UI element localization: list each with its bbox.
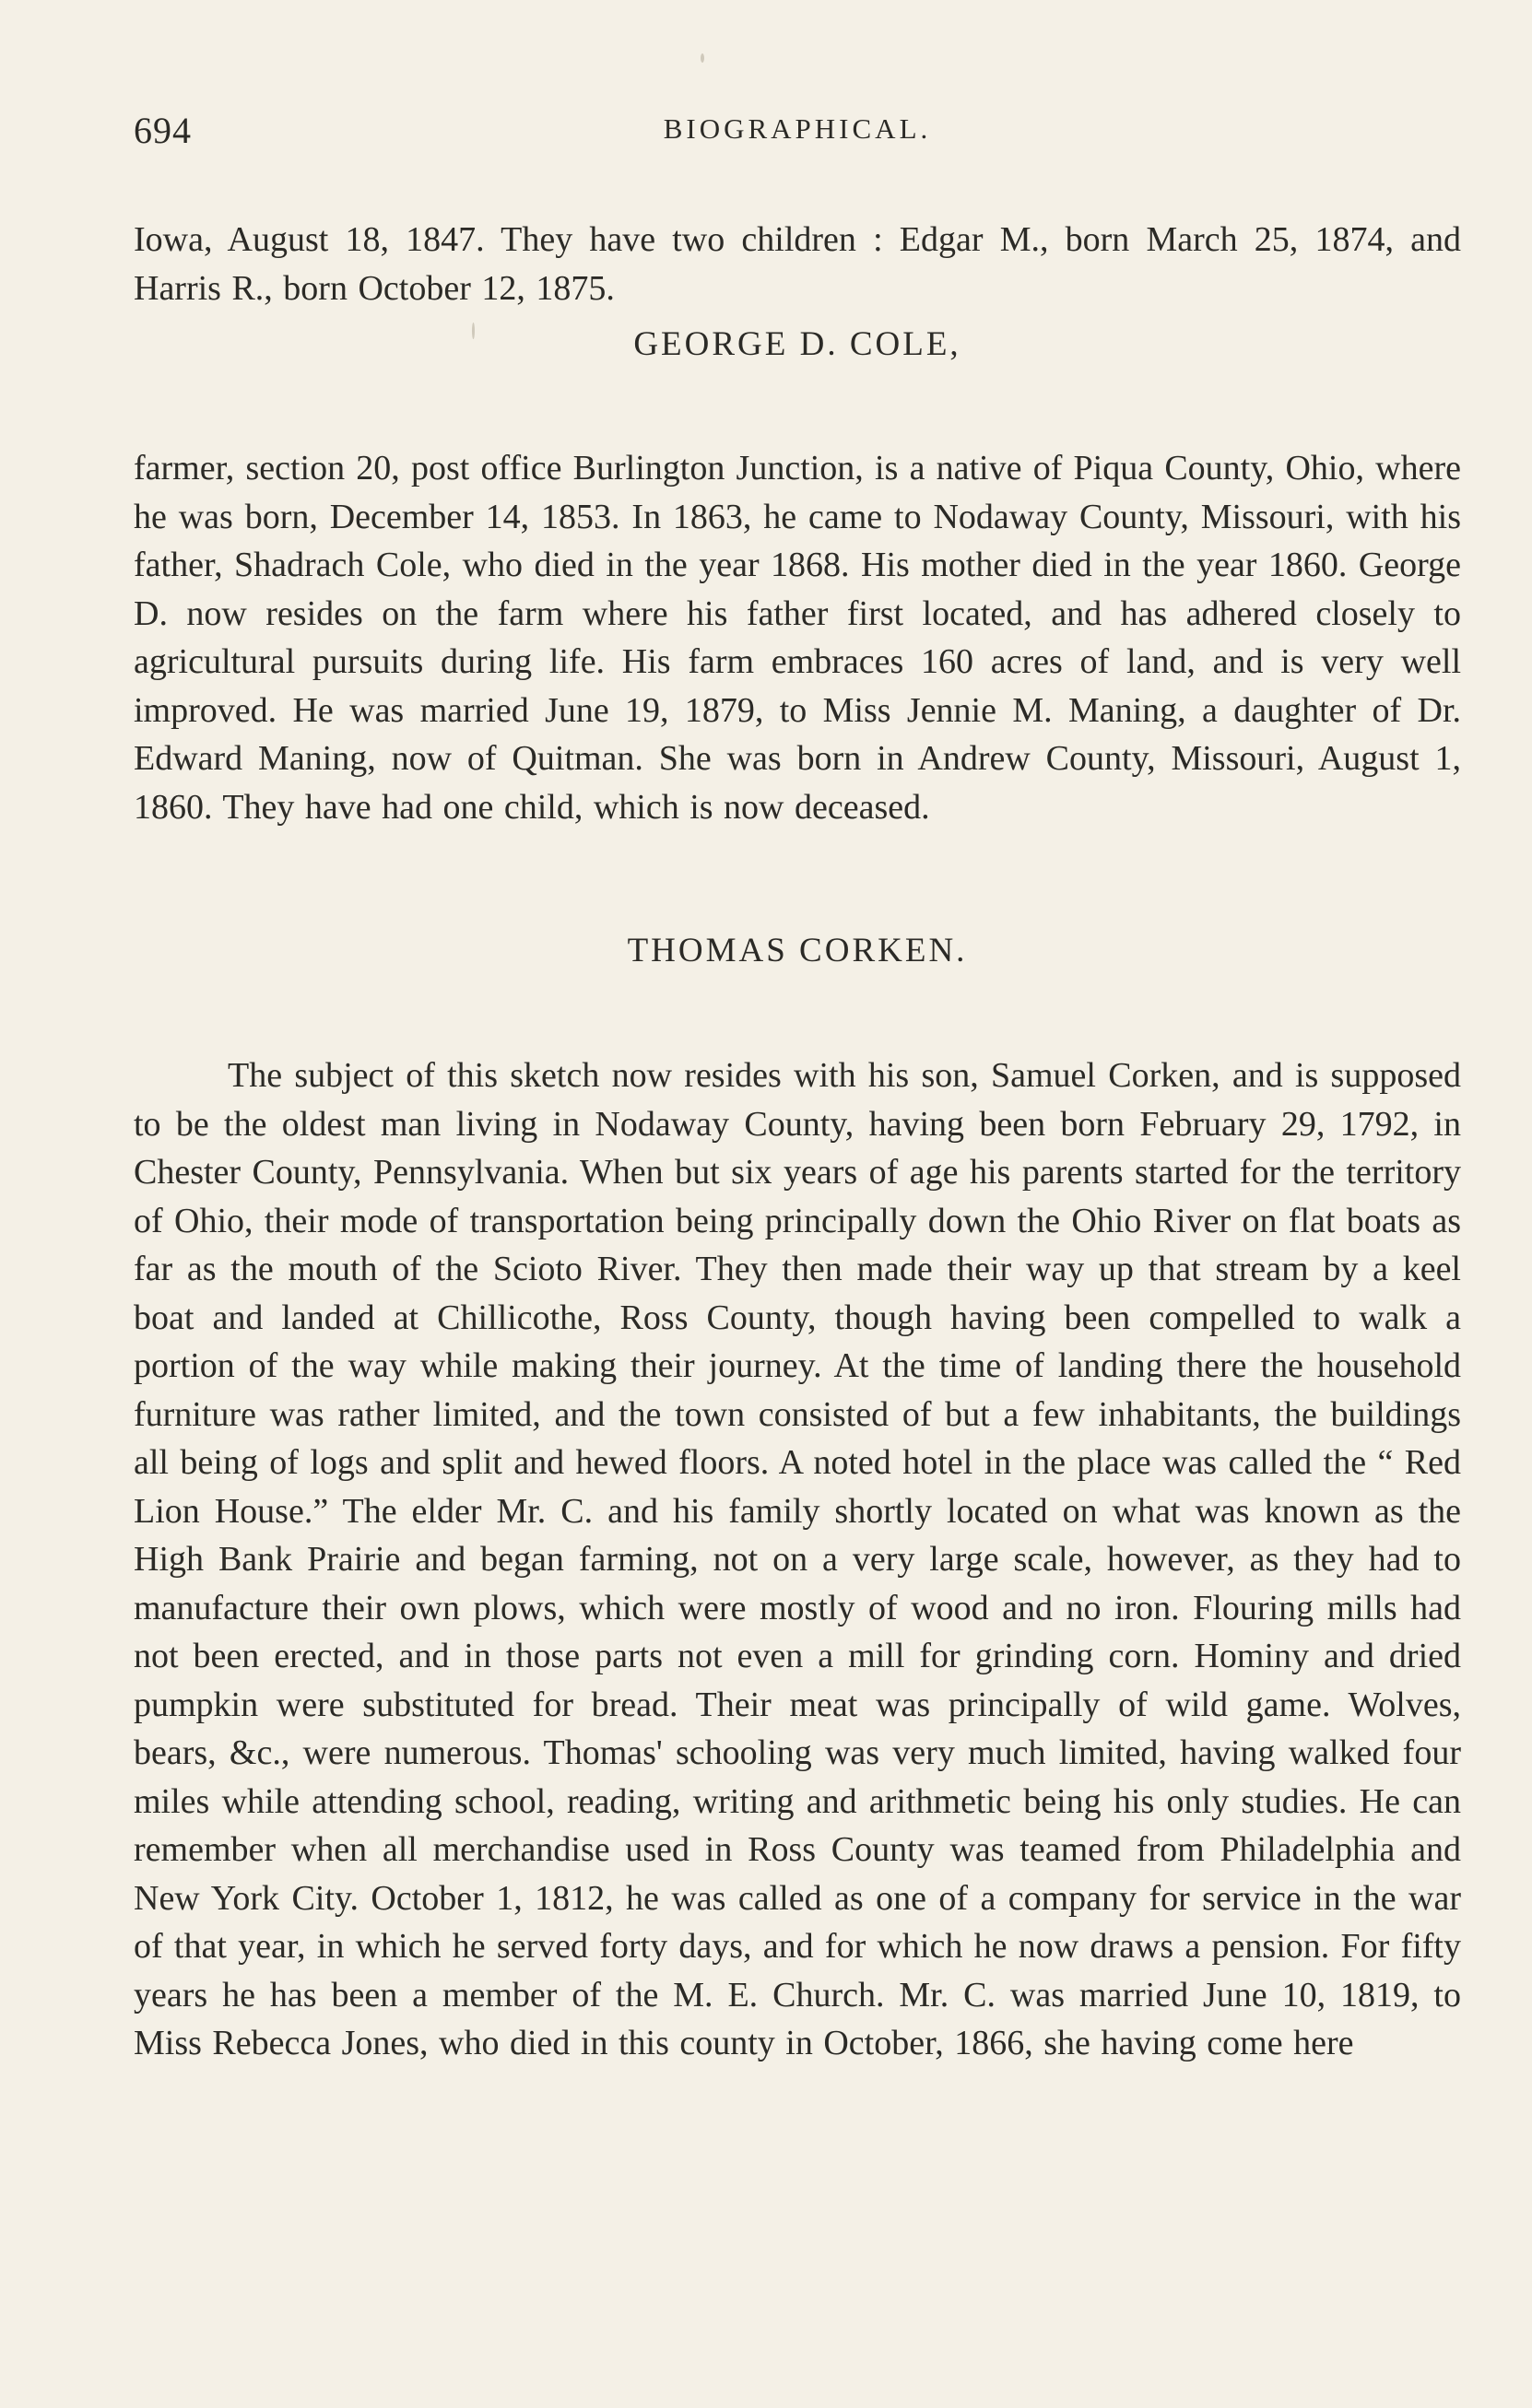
page-number: 694 [134, 110, 192, 151]
continuation-paragraph: Iowa, August 18, 1847. They have two children : Edgar M., born March 25, 1874, and Harris R., born October 12, 1875. [134, 220, 1461, 308]
section-body-george-d-cole: farmer, section 20, post office Burlington Junction, is a native of Piqua County, Ohio, where he was born, December 14, 1853. In 1863, he came to Nodaway County, Missouri, with his father, Shadrach Cole, who died in the year 1868. His mother died in the year 1860. George D. now resides on the farm where his father first located, and has adhered closely to agricultural pursuits during life. His farm embraces 160 acres of land, and is very well improved. He was married June 19, 1879, to Miss Jennie M. Maning, a daughter of Dr. Edward Maning, now of Quitman. She was born in Andrew County, Missouri, August 1, 1860. They have had one child, which is now deceased. [134, 449, 1461, 827]
running-head: BIOGRAPHICAL. [663, 112, 932, 145]
section-body-thomas-corken: The subject of this sketch now resides with his son, Samuel Corken, and is supposed to be the oldest man living in Nodaway County, having been born February 29, 1792, in Chester County, Pennsylvania. When but six years of age his parents started for the territory of Ohio, their mode of transportation being principally down the Ohio River on flat boats as far as the mouth of the Scioto River. They then made their way up that stream by a keel boat and landed at Chillicothe, Ross County, though having been compelled to walk a portion of the way while making their journey. At the time of landing there the household furniture was rather limited, and the town consisted of but a few inhabitants, the buildings all being of logs and split and hewed floors. A noted hotel in the place was called the “ Red Lion House.” The elder Mr. C. and his family shortly located on what was known as the High Bank Prairie and began farming, not on a very large scale, however, as they had to manufacture their own plows, which were mostly of wood and no iron. Flouring mills had not been erected, and in those parts not even a mill for grinding corn. Hominy and dried pumpkin were substituted for bread. Their meat was principally of wild game. Wolves, bears, &c., were numerous. Thomas' schooling was very much limited, having walked four miles while attending school, reading, writing and arithmetic being his only studies. He can remember when all merchandise used in Ross County was teamed from Philadelphia and New York City. October 1, 1812, he was called as one of a company for service in the war of that year, in which he served forty days, and for which he now draws a pension. For fifty years he has been a member of the M. E. Church. Mr. C. was married June 10, 1819, to Miss Rebecca Jones, who died in this county in October, 1866, she having come here [134, 1056, 1461, 2062]
paper-blemish [472, 323, 475, 339]
paper-blemish [701, 53, 704, 63]
page-header [134, 109, 1461, 164]
section-heading-george-d-cole: GEORGE D. COLE, [633, 325, 961, 363]
section-heading-thomas-corken: THOMAS CORKEN. [627, 932, 968, 969]
